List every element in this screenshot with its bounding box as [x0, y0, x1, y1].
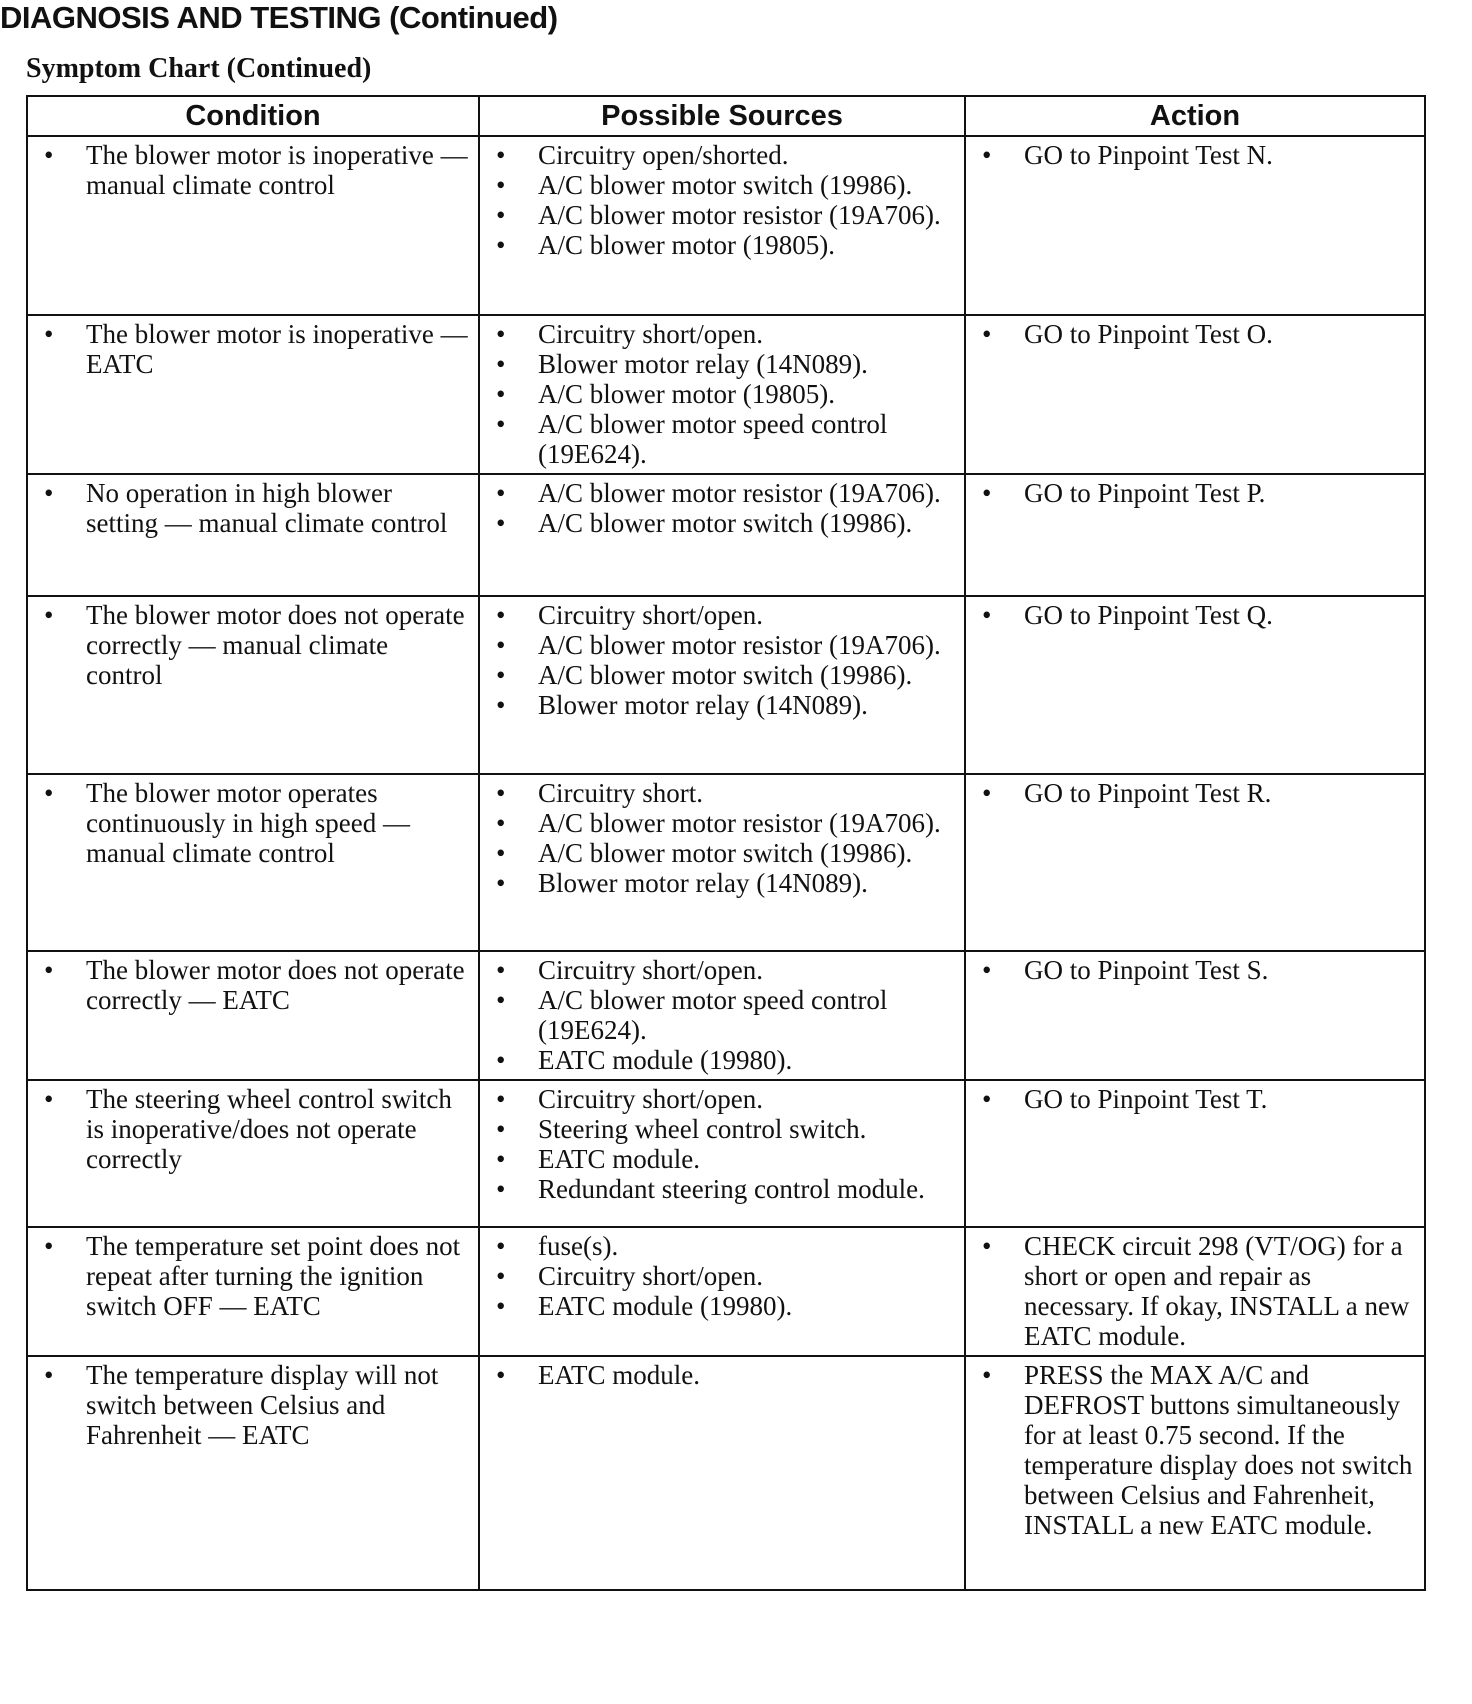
table-row — [27, 774, 1425, 951]
table-row — [27, 315, 1425, 474]
possible-source-item: • A/C blower motor (19805). — [484, 379, 956, 409]
symptom-chart-table — [26, 95, 1426, 1591]
table-row — [27, 1080, 1425, 1227]
action-cell — [965, 1080, 1425, 1227]
possible-sources-cell — [479, 1227, 965, 1356]
table-row — [27, 1227, 1425, 1356]
action-cell — [965, 951, 1425, 1080]
possible-source-item: • EATC module. — [484, 1144, 956, 1174]
possible-source-item: • Blower motor relay (14N089). — [484, 690, 956, 720]
condition-text: • No operation in high blower setting — manual climate control — [32, 478, 470, 538]
possible-source-item: • A/C blower motor switch (19986). — [484, 660, 956, 690]
possible-source-item: • A/C blower motor speed control (19E624). — [484, 409, 956, 469]
condition-cell — [27, 1356, 479, 1590]
action-cell — [965, 596, 1425, 774]
possible-sources-cell — [479, 315, 965, 474]
table-body — [27, 136, 1425, 1590]
possible-sources-cell — [479, 596, 965, 774]
condition-cell — [27, 951, 479, 1080]
action-text: • GO to Pinpoint Test S. — [970, 955, 1416, 985]
possible-source-item: • A/C blower motor resistor (19A706). — [484, 808, 956, 838]
possible-source-item: • Circuitry short/open. — [484, 955, 956, 985]
possible-source-item: • EATC module (19980). — [484, 1045, 956, 1075]
action-cell — [965, 136, 1425, 315]
condition-text: • The steering wheel control switch is inoperative/does not operate correctly — [32, 1084, 470, 1174]
possible-source-item: • fuse(s). — [484, 1231, 956, 1261]
column-header-possible-sources: Possible Sources — [479, 96, 965, 136]
table-row — [27, 596, 1425, 774]
action-cell — [965, 1227, 1425, 1356]
condition-text: • The blower motor operates continuously in high speed — manual climate control — [32, 778, 470, 868]
possible-source-item: • A/C blower motor resistor (19A706). — [484, 630, 956, 660]
possible-sources-cell — [479, 951, 965, 1080]
condition-cell — [27, 136, 479, 315]
possible-source-item: • Circuitry short/open. — [484, 319, 956, 349]
possible-sources-cell — [479, 136, 965, 315]
condition-text: • The blower motor does not operate correctly — manual climate control — [32, 600, 470, 690]
possible-sources-cell — [479, 1080, 965, 1227]
possible-sources-cell — [479, 1356, 965, 1590]
section-title: Symptom Chart (Continued) — [26, 53, 372, 84]
possible-source-item: • Blower motor relay (14N089). — [484, 349, 956, 379]
action-text: • GO to Pinpoint Test O. — [970, 319, 1416, 349]
possible-source-item: • A/C blower motor switch (19986). — [484, 508, 956, 538]
action-cell — [965, 474, 1425, 596]
condition-text: • The blower motor is inoperative — manual climate control — [32, 140, 470, 200]
condition-text: • The temperature set point does not repeat after turning the ignition switch OFF — EATC — [32, 1231, 470, 1321]
condition-cell — [27, 774, 479, 951]
possible-source-item: • Circuitry short/open. — [484, 600, 956, 630]
possible-source-item: • Steering wheel control switch. — [484, 1114, 956, 1144]
action-text: • GO to Pinpoint Test N. — [970, 140, 1416, 170]
condition-cell — [27, 474, 479, 596]
possible-source-item: • Circuitry short/open. — [484, 1084, 956, 1114]
column-header-action: Action — [965, 96, 1425, 136]
table-header-row — [27, 96, 1425, 136]
possible-source-item: • A/C blower motor switch (19986). — [484, 170, 956, 200]
action-text: • GO to Pinpoint Test P. — [970, 478, 1416, 508]
action-text: • PRESS the MAX A/C and DEFROST buttons simultaneously for at least 0.75 second. If the temperature display does not switch between Celsius and Fahrenheit, INSTALL a new EATC module. — [970, 1360, 1416, 1540]
possible-sources-cell — [479, 774, 965, 951]
possible-source-item: • Redundant steering control module. — [484, 1174, 956, 1204]
column-header-condition: Condition — [27, 96, 479, 136]
condition-cell — [27, 1227, 479, 1356]
condition-cell — [27, 596, 479, 774]
possible-source-item: • A/C blower motor resistor (19A706). — [484, 478, 956, 508]
page-heading: DIAGNOSIS AND TESTING (Continued) — [0, 0, 558, 35]
possible-source-item: • Circuitry short/open. — [484, 1261, 956, 1291]
action-cell — [965, 315, 1425, 474]
table-row — [27, 951, 1425, 1080]
table-row — [27, 136, 1425, 315]
possible-sources-cell — [479, 474, 965, 596]
action-text: • GO to Pinpoint Test T. — [970, 1084, 1416, 1114]
possible-source-item: • Circuitry short. — [484, 778, 956, 808]
condition-text: • The temperature display will not switch between Celsius and Fahrenheit — EATC — [32, 1360, 470, 1450]
condition-text: • The blower motor is inoperative — EATC — [32, 319, 470, 379]
possible-source-item: • A/C blower motor (19805). — [484, 230, 956, 260]
possible-source-item: • A/C blower motor switch (19986). — [484, 838, 956, 868]
action-text: • GO to Pinpoint Test R. — [970, 778, 1416, 808]
possible-source-item: • Blower motor relay (14N089). — [484, 868, 956, 898]
possible-source-item: • EATC module. — [484, 1360, 956, 1390]
action-cell — [965, 774, 1425, 951]
possible-source-item: • EATC module (19980). — [484, 1291, 956, 1321]
action-text: • CHECK circuit 298 (VT/OG) for a short or open and repair as necessary. If okay, INSTALL a new EATC module. — [970, 1231, 1416, 1351]
possible-source-item: • A/C blower motor resistor (19A706). — [484, 200, 956, 230]
table-row — [27, 1356, 1425, 1590]
table-row — [27, 474, 1425, 596]
condition-cell — [27, 1080, 479, 1227]
possible-source-item: • Circuitry open/shorted. — [484, 140, 956, 170]
possible-source-item: • A/C blower motor speed control (19E624). — [484, 985, 956, 1045]
action-cell — [965, 1356, 1425, 1590]
action-text: • GO to Pinpoint Test Q. — [970, 600, 1416, 630]
condition-text: • The blower motor does not operate correctly — EATC — [32, 955, 470, 1015]
condition-cell — [27, 315, 479, 474]
